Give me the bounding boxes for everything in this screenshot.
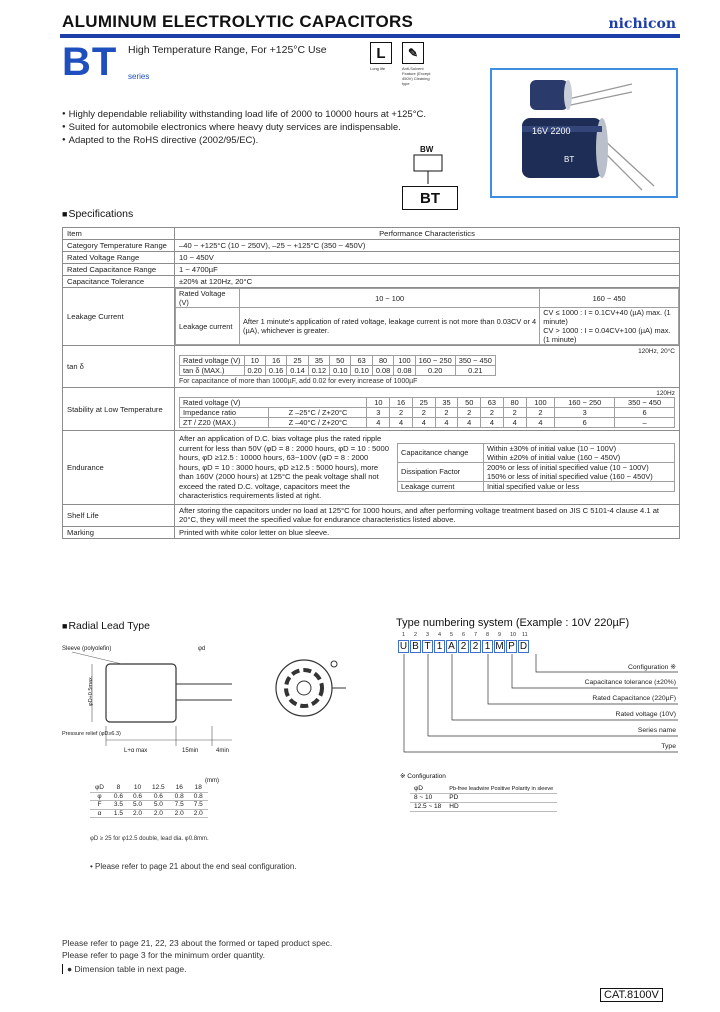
lt-voltage-cell: 35	[435, 398, 458, 408]
current-series: BT	[402, 186, 458, 210]
leakage-text-b2: CV > 1000 : I = 0.04CV+100 (µA) max. (1 minute)	[543, 326, 671, 344]
end-seal-drawing	[268, 652, 348, 726]
config-cell: HD	[445, 803, 557, 812]
spec-label: Rated Voltage Range	[63, 252, 175, 264]
tan-voltage-cell: 25	[287, 356, 308, 366]
code-position: 1	[402, 632, 406, 638]
tan-voltage-cell: 80	[372, 356, 393, 366]
lt-row1-cell: 2	[526, 408, 555, 418]
tan-voltage-cell: 160 ~ 250	[415, 356, 455, 366]
spec-row	[63, 526, 680, 538]
body-dia-label: φD+0.5max.	[88, 675, 94, 706]
configuration-table	[410, 785, 557, 812]
tan-freq: 120Hz, 20°C	[638, 348, 675, 355]
code-explanation: Type	[661, 743, 676, 750]
solvent-caption: Anti-Solvent Feature (Except 450V) Cleaning type	[402, 66, 431, 86]
feature-item: ● Highly dependable reliability withstanding load life of 2000 to 10000 hours at +125°C.	[62, 108, 426, 121]
config-cell: 8 ~ 10	[410, 794, 445, 803]
lead-length-label: 15min	[182, 748, 199, 754]
dimension-table	[90, 784, 208, 818]
spec-label: Stability at Low Temperature	[63, 388, 175, 431]
long-life-mark	[370, 42, 400, 71]
long-life-icon: L	[370, 42, 392, 64]
tan-voltage-cell: 10	[244, 356, 265, 366]
spec-value: 10 ~ 450V	[175, 252, 680, 264]
tan-voltage-cell: 50	[330, 356, 351, 366]
part-number-code	[398, 632, 530, 653]
spec-row	[63, 276, 680, 288]
dimension-cell: 2.0	[170, 809, 189, 818]
code-explanation: Capacitance tolerance (±20%)	[584, 679, 676, 686]
leakage-text-b1: CV ≤ 1000 : I = 0.1CV+40 (µA) max. (1 minute)	[543, 308, 671, 326]
code-character	[410, 632, 421, 653]
spec-label: Capacitance Tolerance	[63, 276, 175, 288]
product-photo	[490, 68, 678, 198]
code-position: 2	[414, 632, 418, 638]
code-position: 6	[462, 632, 466, 638]
tan-voltage-cell: 100	[394, 356, 415, 366]
catalog-number: CAT.8100V	[600, 988, 663, 1002]
spec-label: Endurance	[63, 431, 175, 505]
tan-value-cell: 0.08	[372, 366, 393, 376]
lt-voltage-cell: 350 ~ 450	[615, 398, 675, 408]
lt-row1-cell: 2	[412, 408, 435, 418]
spec-row-endurance	[63, 431, 680, 505]
code-letter: 2	[460, 641, 467, 652]
tan-value-cell: 0.21	[455, 366, 495, 376]
endurance-line: Initial specified value or less	[487, 481, 580, 491]
lead-dia-label: φd	[198, 646, 206, 652]
tan-value-cell: 0.16	[265, 366, 286, 376]
lt-row1-cond: Z –25°C / Z+20°C	[269, 408, 367, 418]
lt-row1-cell: 2	[503, 408, 526, 418]
dimension-cell: 3.5	[109, 801, 128, 810]
lt-row1-cell: 3	[555, 408, 615, 418]
spec-row-leakage	[63, 288, 680, 346]
dimension-cell: 2.0	[189, 809, 208, 818]
code-position: 11	[522, 632, 528, 638]
photo-label-b: BT	[564, 155, 575, 164]
dimension-cell: 18	[189, 784, 208, 792]
dimension-cell: 12.5	[147, 784, 170, 792]
capacitor-illustration	[492, 70, 676, 196]
code-letter: B	[412, 641, 419, 652]
lt-voltage-cell: 10	[367, 398, 390, 408]
solvent-proof-icon: ✎	[402, 42, 424, 64]
code-letter: 1	[436, 641, 443, 652]
endurance-name: Dissipation Factor	[398, 462, 484, 481]
leakage-text-a: After 1 minute's application of rated voltage, leakage current is not more than 0.03CV or 4 (µA), whichever is greater.	[240, 308, 540, 345]
lt-voltage-cell: 16	[390, 398, 413, 408]
code-explanation: Configuration ※	[627, 664, 676, 671]
leakage-voltage-head: Rated Voltage (V)	[176, 289, 240, 308]
tan-voltage-head: Rated voltage (V)	[180, 356, 245, 366]
dimension-cell: φ	[90, 792, 109, 801]
spec-label: Shelf Life	[63, 504, 175, 526]
tan-voltage-cell: 350 ~ 450	[455, 356, 495, 366]
lt-row2-cell: 4	[390, 418, 413, 428]
code-character	[398, 632, 409, 653]
tan-value-cell: 0.10	[351, 366, 372, 376]
series-code: BT	[62, 40, 118, 84]
catalog-title: ALUMINUM ELECTROLYTIC CAPACITORS	[62, 12, 414, 31]
dimension-cell: 5.0	[147, 801, 170, 810]
code-letter: D	[519, 641, 528, 652]
tan-value-cell: 0.20	[415, 366, 455, 376]
code-position: 8	[486, 632, 490, 638]
code-letter: T	[424, 641, 431, 652]
dimension-cell: 8	[109, 784, 128, 792]
config-head: φD	[410, 785, 445, 794]
pressure-relief-label: Pressure relief (φD≥6.3)	[62, 731, 121, 737]
lt-voltage-cell: 50	[458, 398, 481, 408]
endurance-line: Within ±20% of initial value (160 ~ 450V)	[487, 452, 621, 462]
code-character	[506, 632, 517, 653]
lead-min-label: 4min	[216, 748, 230, 754]
dimension-row	[90, 801, 208, 810]
dimension-cell: 0.6	[109, 792, 128, 801]
code-position: 10	[510, 632, 517, 638]
sleeve-label: Sleeve (polyolefin)	[62, 646, 112, 652]
spec-row-low-temp	[63, 388, 680, 431]
lt-voltage-cell: 160 ~ 250	[555, 398, 615, 408]
spec-label: Rated Capacitance Range	[63, 264, 175, 276]
code-character	[446, 632, 457, 653]
code-position: 3	[426, 632, 430, 638]
dimension-cell: φD	[90, 784, 109, 792]
lt-row1-cell: 2	[390, 408, 413, 418]
lt-row2-cell: 4	[526, 418, 555, 428]
lt-row2-label: ZT / Z20 (MAX.)	[180, 418, 269, 428]
code-position: 5	[450, 632, 454, 638]
code-letter: P	[508, 641, 515, 652]
lt-row1-cell: 2	[435, 408, 458, 418]
code-letter: U	[399, 641, 408, 652]
code-character	[494, 632, 505, 653]
spec-value: –40 ~ +125°C (10 ~ 250V), –25 ~ +125°C (350 ~ 450V)	[175, 240, 680, 252]
footer-note-dimension	[62, 964, 187, 974]
lt-row2-cell: 4	[412, 418, 435, 428]
spec-header-row	[63, 228, 680, 240]
spec-label: Marking	[63, 526, 175, 538]
tan-value-cell: 0.14	[287, 366, 308, 376]
dimension-cell: 16	[170, 784, 189, 792]
lt-row1-cell: 2	[458, 408, 481, 418]
code-character	[434, 632, 445, 653]
code-character	[458, 632, 469, 653]
lineage-arrow	[413, 154, 443, 186]
length-label: L+α max	[124, 748, 148, 754]
spec-value: Printed with white color letter on blue sleeve.	[175, 526, 680, 538]
footer-note: Please refer to page 3 for the minimum order quantity.	[62, 950, 265, 960]
feature-item: ● Adapted to the RoHS directive (2002/95/EC).	[62, 134, 426, 147]
spec-value: ±20% at 120Hz, 20°C	[175, 276, 680, 288]
dimension-cell: 5.0	[128, 801, 147, 810]
spec-row	[63, 252, 680, 264]
tan-value-cell: 0.10	[330, 366, 351, 376]
lt-voltage-cell: 80	[503, 398, 526, 408]
leakage-range-a: 10 ~ 100	[240, 289, 540, 308]
feature-item: ● Suited for automobile electronics where heavy duty services are indispensable.	[62, 121, 426, 134]
dimension-row	[90, 784, 208, 792]
dimension-cell: 2.0	[147, 809, 170, 818]
endurance-name: Leakage current	[398, 481, 484, 491]
dimension-cell: 0.8	[189, 792, 208, 801]
lt-row2-cell: 4	[458, 418, 481, 428]
code-letter: 2	[472, 641, 479, 652]
dimension-cell: 1.5	[109, 809, 128, 818]
series-tagline: High Temperature Range, For +125°C Use	[128, 44, 327, 56]
spec-label: tan δ	[63, 346, 175, 388]
dimension-row	[90, 792, 208, 801]
code-letter: A	[448, 641, 455, 652]
photo-label-a: 16V 2200	[532, 126, 571, 136]
endurance-table	[397, 443, 675, 492]
tan-note: For capacitance of more than 1000µF, add 0.02 for every increase of 1000µF	[179, 378, 418, 385]
lt-row1-cell: 2	[481, 408, 504, 418]
specifications-title: ■ Specifications	[62, 208, 133, 220]
dimension-cell: 0.6	[147, 792, 170, 801]
tan-delta-table	[179, 355, 496, 376]
endurance-line: 150% or less of initial specified value (160 ~ 450V)	[487, 471, 653, 481]
lt-row1-cell: 3	[367, 408, 390, 418]
radial-lead-title: ■ Radial Lead Type	[62, 620, 150, 632]
lt-voltage-cell: 100	[526, 398, 555, 408]
code-character	[470, 632, 481, 653]
brand-logo: nichicon	[608, 16, 676, 32]
dimension-next-page: Dimension table in next page.	[74, 964, 187, 974]
footer-note: Please refer to page 21, 22, 23 about the formed or taped product spec.	[62, 938, 333, 948]
tan-voltage-cell: 35	[308, 356, 329, 366]
dimension-note: φD ≥ 25 for φ12.5 double, lead dia. φ0.8mm.	[90, 836, 209, 842]
long-life-caption: Long life	[370, 66, 386, 71]
dimension-cell: 10	[128, 784, 147, 792]
code-explanation: Rated voltage (10V)	[615, 711, 676, 718]
lt-voltage-head: Rated voltage (V)	[180, 398, 367, 408]
performance-header: Performance Characteristics	[175, 228, 680, 240]
solvent-mark	[402, 42, 432, 86]
feature-list	[62, 108, 426, 147]
leakage-range-b: 160 ~ 450	[540, 289, 679, 308]
endurance-line: 200% or less of initial specified value (10 ~ 100V)	[487, 462, 649, 472]
lt-row2-cell: –	[615, 418, 675, 428]
tan-value-cell: 0.20	[244, 366, 265, 376]
code-letter: 1	[484, 641, 491, 652]
code-letter: M	[495, 641, 504, 652]
spec-label: Leakage Current	[63, 288, 175, 346]
spec-value: After storing the capacitors under no load at 125°C for 1000 hours, and after performing voltage treatment based on JIS C 5101-4 clause 4.1 at 20°C, they will meet the specified value for endurance characteristics listed above.	[175, 504, 680, 526]
leakage-row-label: Leakage current	[176, 308, 240, 345]
code-position: 7	[474, 632, 478, 638]
config-title: ※ Configuration	[400, 773, 446, 780]
lt-row2-cell: 4	[435, 418, 458, 428]
spec-row-tan	[63, 346, 680, 388]
code-explanation: Series name	[637, 727, 676, 734]
dimension-cell: 2.0	[128, 809, 147, 818]
spec-label: Category Temperature Range	[63, 240, 175, 252]
spec-row	[63, 240, 680, 252]
low-temp-table	[179, 397, 675, 428]
series-word: series	[128, 72, 150, 81]
lt-row1-cell: 6	[615, 408, 675, 418]
end-seal-note: • Please refer to page 21 about the end seal configuration.	[90, 862, 297, 871]
code-character	[518, 632, 529, 653]
code-position: 4	[438, 632, 442, 638]
endurance-text: After an application of D.C. bias voltage plus the rated ripple current for less than 50V (φD = 8 : 2000 hours, φD = 10 : 5000 hours, φD ≥12.5 : 10000 hours, 63~100V (φD = 8 : 2000 hours, φD = 10 : 3000 hours, φD ≥12.5 : 5000 hours), more than 160V (2000 hours) at 125°C the peak voltage shall not exceed the rated D.C. voltage, capacitors meet the characteristics requirements listed at right.	[179, 434, 389, 500]
item-header: Item	[63, 228, 175, 240]
tan-value-cell: 0.08	[394, 366, 415, 376]
specifications-table	[62, 227, 680, 539]
config-cell: PD	[445, 794, 557, 803]
endurance-line: Within ±30% of initial value (10 ~ 100V)	[487, 443, 617, 453]
code-position: 9	[498, 632, 502, 638]
leakage-table	[175, 288, 679, 345]
radial-lead-drawing	[62, 640, 242, 770]
lt-voltage-cell: 63	[481, 398, 504, 408]
dimension-cell: α	[90, 809, 109, 818]
code-character	[482, 632, 493, 653]
lt-voltage-cell: 25	[412, 398, 435, 408]
spec-value: 1 ~ 4700µF	[175, 264, 680, 276]
low-temp-freq: 120Hz	[656, 390, 675, 397]
code-explanation: Rated Capacitance (220µF)	[592, 695, 676, 702]
dimension-cell: 7.5	[189, 801, 208, 810]
dimension-cell: 0.6	[128, 792, 147, 801]
dimension-row	[90, 809, 208, 818]
unit-label: (mm)	[205, 778, 219, 784]
parent-series: BW	[420, 145, 434, 154]
config-cell: 12.5 ~ 18	[410, 803, 445, 812]
tan-value-cell: 0.12	[308, 366, 329, 376]
spec-row	[63, 504, 680, 526]
lt-row2-cell: 4	[481, 418, 504, 428]
endurance-name: Capacitance change	[398, 443, 484, 462]
tan-voltage-cell: 63	[351, 356, 372, 366]
lt-row2-cond: Z –40°C / Z+20°C	[269, 418, 367, 428]
dimension-note-bullet: ●	[67, 964, 75, 974]
tan-voltage-cell: 16	[265, 356, 286, 366]
lt-row2-cell: 4	[503, 418, 526, 428]
lt-row2-cell: 6	[555, 418, 615, 428]
dimension-cell: 7.5	[170, 801, 189, 810]
code-character	[422, 632, 433, 653]
lt-row2-cell: 4	[367, 418, 390, 428]
dimension-cell: 0.8	[170, 792, 189, 801]
lt-row1-label: Impedance ratio	[180, 408, 269, 418]
type-numbering-title: Type numbering system (Example : 10V 220µF)	[396, 617, 630, 629]
tan-value-head: tan δ (MAX.)	[180, 366, 245, 376]
dimension-cell: F	[90, 801, 109, 810]
config-head: Pb-free leadwire Positive Polarity in sleeve	[445, 785, 557, 794]
header-rule	[60, 34, 680, 38]
spec-row	[63, 264, 680, 276]
